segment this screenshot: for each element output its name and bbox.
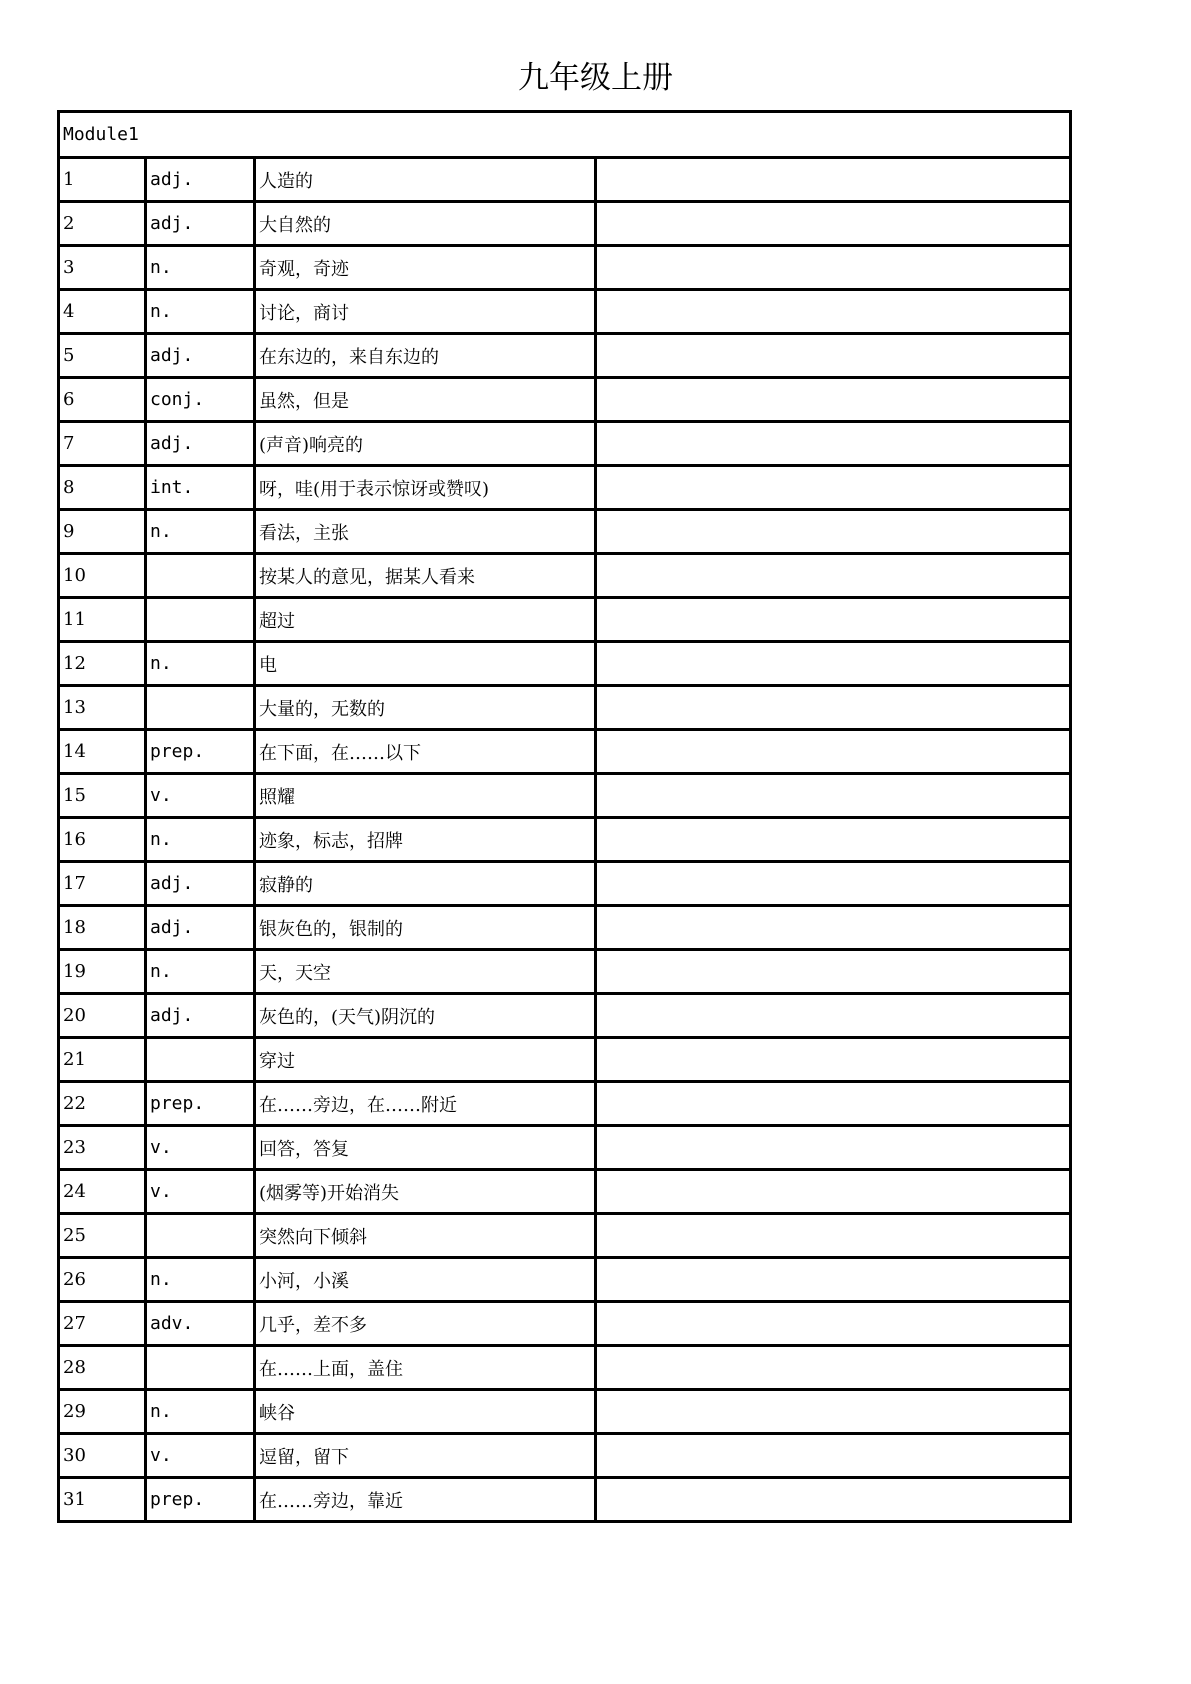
english-word-cell[interactable] xyxy=(596,1126,1071,1170)
part-of-speech xyxy=(146,1346,255,1390)
chinese-meaning: 在……旁边，在……附近 xyxy=(255,1082,596,1126)
row-number: 10 xyxy=(59,554,146,598)
module-title: Module1 xyxy=(59,112,1071,158)
chinese-meaning: 超过 xyxy=(255,598,596,642)
part-of-speech: prep. xyxy=(146,730,255,774)
english-word-cell[interactable] xyxy=(596,818,1071,862)
english-word-cell[interactable] xyxy=(596,730,1071,774)
row-number: 2 xyxy=(59,202,146,246)
chinese-meaning: (声音)响亮的 xyxy=(255,422,596,466)
english-word-cell[interactable] xyxy=(596,1434,1071,1478)
row-number: 3 xyxy=(59,246,146,290)
part-of-speech: n. xyxy=(146,1390,255,1434)
chinese-meaning: 在……旁边，靠近 xyxy=(255,1478,596,1522)
english-word-cell[interactable] xyxy=(596,774,1071,818)
part-of-speech: v. xyxy=(146,1434,255,1478)
part-of-speech: n. xyxy=(146,818,255,862)
row-number: 19 xyxy=(59,950,146,994)
table-row xyxy=(59,1082,1071,1126)
part-of-speech: adj. xyxy=(146,422,255,466)
row-number: 22 xyxy=(59,1082,146,1126)
part-of-speech: adj. xyxy=(146,862,255,906)
english-word-cell[interactable] xyxy=(596,422,1071,466)
row-number: 15 xyxy=(59,774,146,818)
chinese-meaning: 灰色的，(天气)阴沉的 xyxy=(255,994,596,1038)
english-word-cell[interactable] xyxy=(596,906,1071,950)
chinese-meaning: 讨论，商讨 xyxy=(255,290,596,334)
row-number: 28 xyxy=(59,1346,146,1390)
english-word-cell[interactable] xyxy=(596,1346,1071,1390)
part-of-speech: adj. xyxy=(146,158,255,202)
part-of-speech: int. xyxy=(146,466,255,510)
table-row xyxy=(59,730,1071,774)
part-of-speech: n. xyxy=(146,642,255,686)
row-number: 1 xyxy=(59,158,146,202)
english-word-cell[interactable] xyxy=(596,1302,1071,1346)
table-row xyxy=(59,1038,1071,1082)
row-number: 13 xyxy=(59,686,146,730)
table-row xyxy=(59,1258,1071,1302)
table-row xyxy=(59,246,1071,290)
english-word-cell[interactable] xyxy=(596,994,1071,1038)
english-word-cell[interactable] xyxy=(596,1170,1071,1214)
row-number: 31 xyxy=(59,1478,146,1522)
chinese-meaning: 大量的，无数的 xyxy=(255,686,596,730)
english-word-cell[interactable] xyxy=(596,1038,1071,1082)
table-row xyxy=(59,554,1071,598)
english-word-cell[interactable] xyxy=(596,334,1071,378)
english-word-cell[interactable] xyxy=(596,1478,1071,1522)
row-number: 14 xyxy=(59,730,146,774)
row-number: 24 xyxy=(59,1170,146,1214)
chinese-meaning: 穿过 xyxy=(255,1038,596,1082)
chinese-meaning: 大自然的 xyxy=(255,202,596,246)
table-row xyxy=(59,1434,1071,1478)
table-row xyxy=(59,1126,1071,1170)
part-of-speech: adj. xyxy=(146,906,255,950)
chinese-meaning: 呀，哇(用于表示惊讶或赞叹) xyxy=(255,466,596,510)
table-row xyxy=(59,466,1071,510)
table-row xyxy=(59,862,1071,906)
row-number: 7 xyxy=(59,422,146,466)
table-row xyxy=(59,422,1071,466)
vocabulary-table xyxy=(57,110,1072,1523)
chinese-meaning: 在东边的，来自东边的 xyxy=(255,334,596,378)
row-number: 18 xyxy=(59,906,146,950)
page-title: 九年级上册 xyxy=(518,60,673,96)
part-of-speech: n. xyxy=(146,290,255,334)
part-of-speech: adj. xyxy=(146,334,255,378)
part-of-speech: v. xyxy=(146,1170,255,1214)
chinese-meaning: 看法，主张 xyxy=(255,510,596,554)
table-row xyxy=(59,598,1071,642)
row-number: 27 xyxy=(59,1302,146,1346)
table-row xyxy=(59,818,1071,862)
part-of-speech: n. xyxy=(146,950,255,994)
row-number: 5 xyxy=(59,334,146,378)
table-row xyxy=(59,158,1071,202)
chinese-meaning: 逗留，留下 xyxy=(255,1434,596,1478)
table-row xyxy=(59,1478,1071,1522)
chinese-meaning: 迹象，标志，招牌 xyxy=(255,818,596,862)
module-header-row xyxy=(59,112,1071,158)
chinese-meaning: 按某人的意见，据某人看来 xyxy=(255,554,596,598)
row-number: 26 xyxy=(59,1258,146,1302)
part-of-speech: n. xyxy=(146,246,255,290)
row-number: 25 xyxy=(59,1214,146,1258)
table-row xyxy=(59,510,1071,554)
table-row xyxy=(59,1346,1071,1390)
table-row xyxy=(59,774,1071,818)
part-of-speech: v. xyxy=(146,774,255,818)
table-row xyxy=(59,1170,1071,1214)
english-word-cell[interactable] xyxy=(596,862,1071,906)
table-row xyxy=(59,202,1071,246)
table-row xyxy=(59,906,1071,950)
chinese-meaning: 小河，小溪 xyxy=(255,1258,596,1302)
english-word-cell[interactable] xyxy=(596,246,1071,290)
chinese-meaning: 在下面，在……以下 xyxy=(255,730,596,774)
part-of-speech: n. xyxy=(146,1258,255,1302)
chinese-meaning: 照耀 xyxy=(255,774,596,818)
chinese-meaning: 虽然，但是 xyxy=(255,378,596,422)
row-number: 4 xyxy=(59,290,146,334)
english-word-cell[interactable] xyxy=(596,378,1071,422)
part-of-speech xyxy=(146,1038,255,1082)
chinese-meaning: 峡谷 xyxy=(255,1390,596,1434)
chinese-meaning: 奇观，奇迹 xyxy=(255,246,596,290)
table-row xyxy=(59,950,1071,994)
row-number: 9 xyxy=(59,510,146,554)
table-row xyxy=(59,686,1071,730)
english-word-cell[interactable] xyxy=(596,466,1071,510)
table-row xyxy=(59,642,1071,686)
chinese-meaning: 银灰色的，银制的 xyxy=(255,906,596,950)
english-word-cell[interactable] xyxy=(596,158,1071,202)
part-of-speech: adv. xyxy=(146,1302,255,1346)
english-word-cell[interactable] xyxy=(596,202,1071,246)
part-of-speech: prep. xyxy=(146,1082,255,1126)
row-number: 6 xyxy=(59,378,146,422)
chinese-meaning: 几乎，差不多 xyxy=(255,1302,596,1346)
chinese-meaning: 在……上面，盖住 xyxy=(255,1346,596,1390)
table-row xyxy=(59,1302,1071,1346)
row-number: 17 xyxy=(59,862,146,906)
english-word-cell[interactable] xyxy=(596,642,1071,686)
part-of-speech: v. xyxy=(146,1126,255,1170)
english-word-cell[interactable] xyxy=(596,598,1071,642)
chinese-meaning: (烟雾等)开始消失 xyxy=(255,1170,596,1214)
part-of-speech: conj. xyxy=(146,378,255,422)
english-word-cell[interactable] xyxy=(596,290,1071,334)
row-number: 8 xyxy=(59,466,146,510)
english-word-cell[interactable] xyxy=(596,1082,1071,1126)
english-word-cell[interactable] xyxy=(596,1258,1071,1302)
chinese-meaning: 突然向下倾斜 xyxy=(255,1214,596,1258)
row-number: 30 xyxy=(59,1434,146,1478)
english-word-cell[interactable] xyxy=(596,554,1071,598)
table-row xyxy=(59,1214,1071,1258)
part-of-speech xyxy=(146,1214,255,1258)
part-of-speech xyxy=(146,686,255,730)
table-row xyxy=(59,290,1071,334)
english-word-cell[interactable] xyxy=(596,510,1071,554)
part-of-speech: adj. xyxy=(146,994,255,1038)
row-number: 16 xyxy=(59,818,146,862)
row-number: 11 xyxy=(59,598,146,642)
row-number: 12 xyxy=(59,642,146,686)
english-word-cell[interactable] xyxy=(596,686,1071,730)
row-number: 21 xyxy=(59,1038,146,1082)
table-row xyxy=(59,994,1071,1038)
chinese-meaning: 回答，答复 xyxy=(255,1126,596,1170)
english-word-cell[interactable] xyxy=(596,1390,1071,1434)
table-row xyxy=(59,334,1071,378)
english-word-cell[interactable] xyxy=(596,1214,1071,1258)
row-number: 20 xyxy=(59,994,146,1038)
chinese-meaning: 天，天空 xyxy=(255,950,596,994)
part-of-speech: n. xyxy=(146,510,255,554)
row-number: 29 xyxy=(59,1390,146,1434)
table-row xyxy=(59,378,1071,422)
part-of-speech xyxy=(146,598,255,642)
chinese-meaning: 电 xyxy=(255,642,596,686)
english-word-cell[interactable] xyxy=(596,950,1071,994)
part-of-speech xyxy=(146,554,255,598)
chinese-meaning: 寂静的 xyxy=(255,862,596,906)
part-of-speech: prep. xyxy=(146,1478,255,1522)
table-row xyxy=(59,1390,1071,1434)
row-number: 23 xyxy=(59,1126,146,1170)
chinese-meaning: 人造的 xyxy=(255,158,596,202)
part-of-speech: adj. xyxy=(146,202,255,246)
